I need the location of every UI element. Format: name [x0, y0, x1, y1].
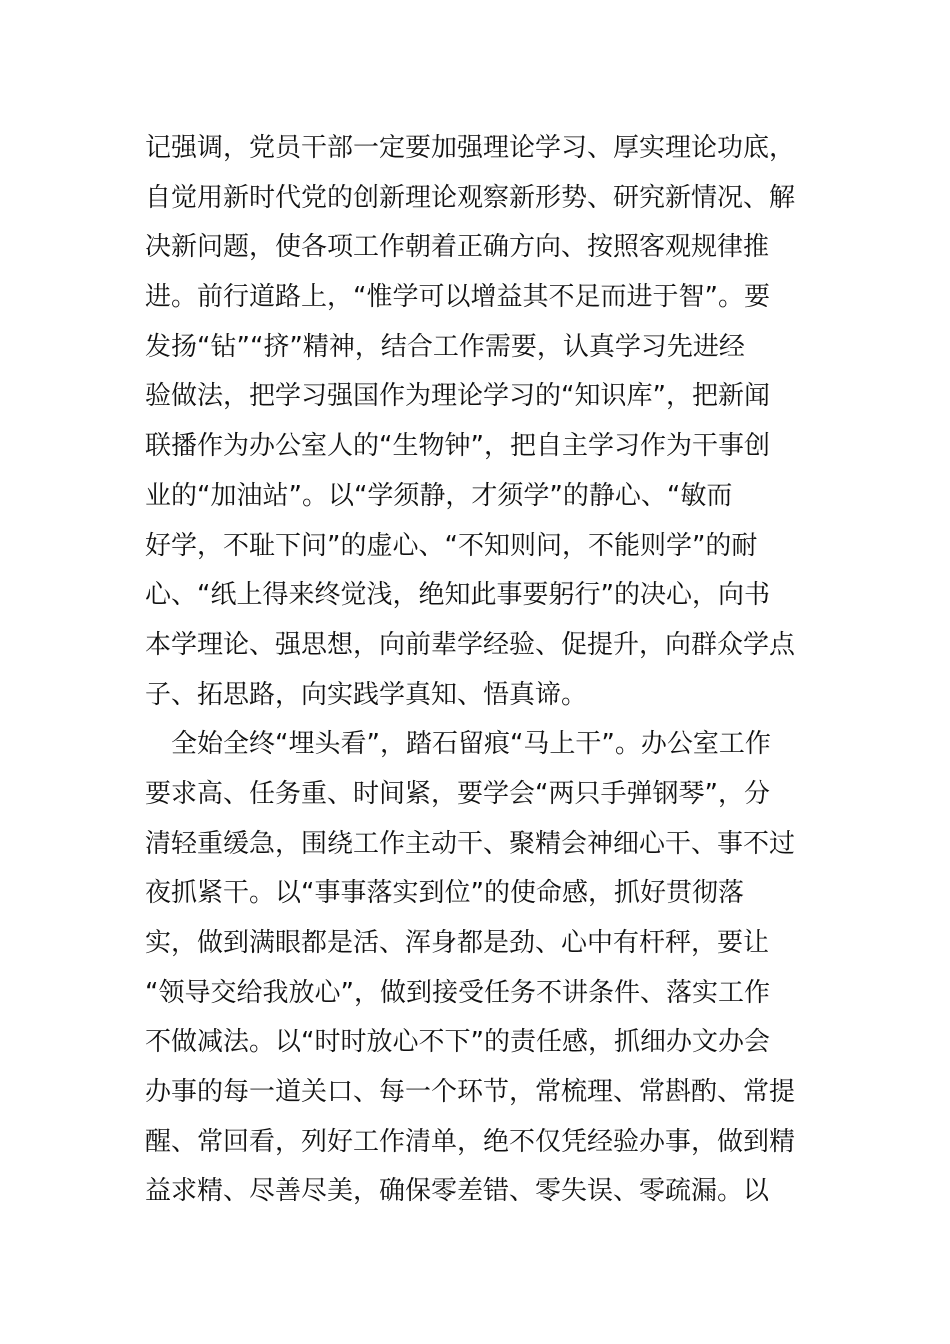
text-line: 办事的每一道关口、每一个环节，常梳理、常斟酌、常提: [145, 1077, 796, 1108]
body-text: [145, 124, 810, 1217]
text-line: 清轻重缓急，围绕工作主动干、聚精会神细心干、事不过: [145, 828, 796, 859]
text-line: 子、拓思路，向实践学真知、悟真谛。: [145, 679, 588, 710]
text-line: 不做减法。以“时时放心不下”的责任感，抓细办文办会: [145, 1027, 770, 1058]
text-line: 夜抓紧干。以“事事落实到位”的使命感，抓好贯彻落: [145, 878, 744, 909]
text-line: 实，做到满眼都是活、浑身都是劲、心中有杆秤，要让: [145, 928, 770, 958]
text-line: 醒、常回看，列好工作清单，绝不仅凭经验办事，做到精: [145, 1126, 796, 1157]
text-line: 好学，不耻下问”的虚心、“不知则问，不能则学”的耐: [145, 530, 758, 561]
text-line: 决新问题，使各项工作朝着正确方向、按照客观规律推: [145, 232, 770, 263]
text-line: “领导交给我放心”，做到接受任务不讲条件、落实工作: [145, 977, 770, 1008]
text-line: 进。前行道路上，“惟学可以增益其不足而进于智”。要: [145, 282, 770, 313]
text-line: 发扬“钻”“挤”精神，结合工作需要，认真学习先进经: [145, 331, 745, 362]
text-line: 联播作为办公室人的“生物钟”，把自主学习作为干事创: [145, 431, 770, 462]
text-line: 验做法，把学习强国作为理论学习的“知识库”，把新闻: [145, 381, 770, 412]
paragraph: [145, 124, 810, 720]
text-line: 心、“纸上得来终觉浅，绝知此事要躬行”的决心，向书: [145, 580, 770, 611]
text-line: 益求精、尽善尽美，确保零差错、零失误、零疏漏。以: [145, 1176, 770, 1207]
paragraph: [145, 720, 810, 1217]
text-line: 业的“加油站”。以“学须静，才须学”的静心、“敏而: [145, 480, 733, 511]
text-line: 自觉用新时代党的创新理论观察新形势、研究新情况、解: [145, 182, 796, 213]
text-line: 本学理论、强思想，向前辈学经验、促提升，向群众学点: [145, 629, 796, 660]
text-line: 要求高、任务重、时间紧，要学会“两只手弹钢琴”，分: [145, 778, 770, 809]
text-line: 全始全终“埋头看”，踏石留痕“马上干”。办公室工作: [171, 729, 771, 760]
text-line: 记强调，党员干部一定要加强理论学习、厚实理论功底，: [145, 133, 796, 163]
